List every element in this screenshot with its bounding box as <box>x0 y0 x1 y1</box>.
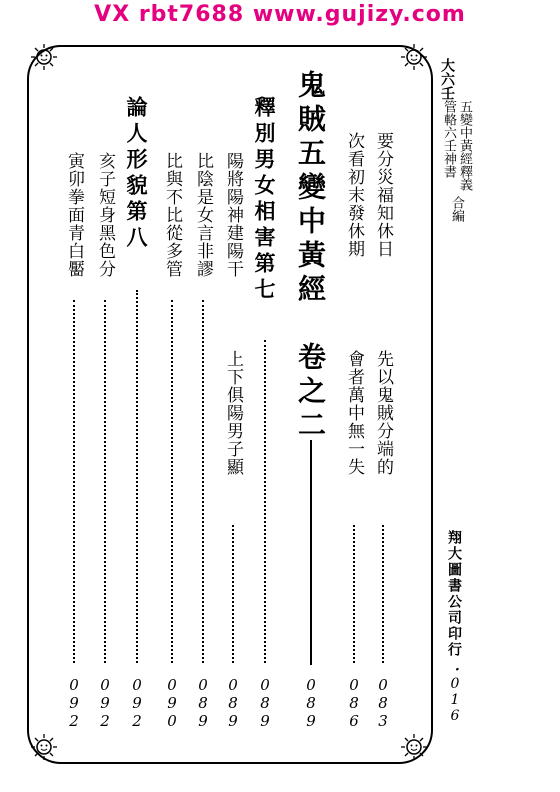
chapter-heading: 釋別男女相害第七 <box>252 96 277 304</box>
entry-page-number: 089 <box>256 676 274 730</box>
leader-dots <box>73 300 75 663</box>
leader-dots <box>382 525 384 663</box>
entry-text: 先以鬼賊分端的 <box>373 350 393 476</box>
book-title-line-2: 管輅六壬神書 <box>441 100 456 178</box>
leader-dots <box>353 525 355 663</box>
entry-page-number: 083 <box>374 676 392 730</box>
entry-page-number: 089 <box>302 676 320 730</box>
publisher: 翔大圖書公司印行 <box>446 530 462 658</box>
book-title-suffix: 合編 <box>449 196 464 222</box>
entry-text: 要分災福知休日 <box>373 132 393 258</box>
entry-page-number: 092 <box>128 676 146 730</box>
leader-dots <box>232 525 234 663</box>
entry-page-number: 089 <box>224 676 242 730</box>
entry-text: 比陰是女言非謬 <box>193 152 213 278</box>
entry-text: 寅卯拳面青白靨 <box>64 152 84 278</box>
entry-text: 比與不比從多管 <box>162 152 182 278</box>
entry-page-number: 086 <box>345 676 363 730</box>
page-number: ・016 <box>447 662 463 724</box>
leader-dots <box>136 290 138 663</box>
title-rule <box>310 440 312 665</box>
leader-dots <box>202 300 204 663</box>
entry-page-number: 090 <box>163 676 181 730</box>
entry-page-number: 092 <box>96 676 114 730</box>
entry-text: 陽將陽神建陽干 <box>223 152 243 278</box>
leader-dots <box>171 300 173 663</box>
entry-text: 上下俱陽男子顯 <box>223 350 243 476</box>
entry-text: 亥子短身黑色分 <box>95 152 115 278</box>
chapter-heading: 論人形貌第八 <box>124 96 149 252</box>
main-title: 鬼賊五變中黃經 卷之二 <box>294 70 327 444</box>
leader-dots <box>264 340 266 663</box>
book-series-title: 大六壬 <box>439 58 455 100</box>
leader-dots <box>104 300 106 663</box>
book-title-line-1: 五變中黃經釋義 <box>457 100 472 191</box>
entry-page-number: 089 <box>194 676 212 730</box>
watermark: VX rbt7688 www.gujizy.com <box>94 2 466 27</box>
entry-text: 次看初末發休期 <box>344 132 364 258</box>
entry-text: 會者萬中無一失 <box>344 350 364 476</box>
entry-page-number: 092 <box>65 676 83 730</box>
